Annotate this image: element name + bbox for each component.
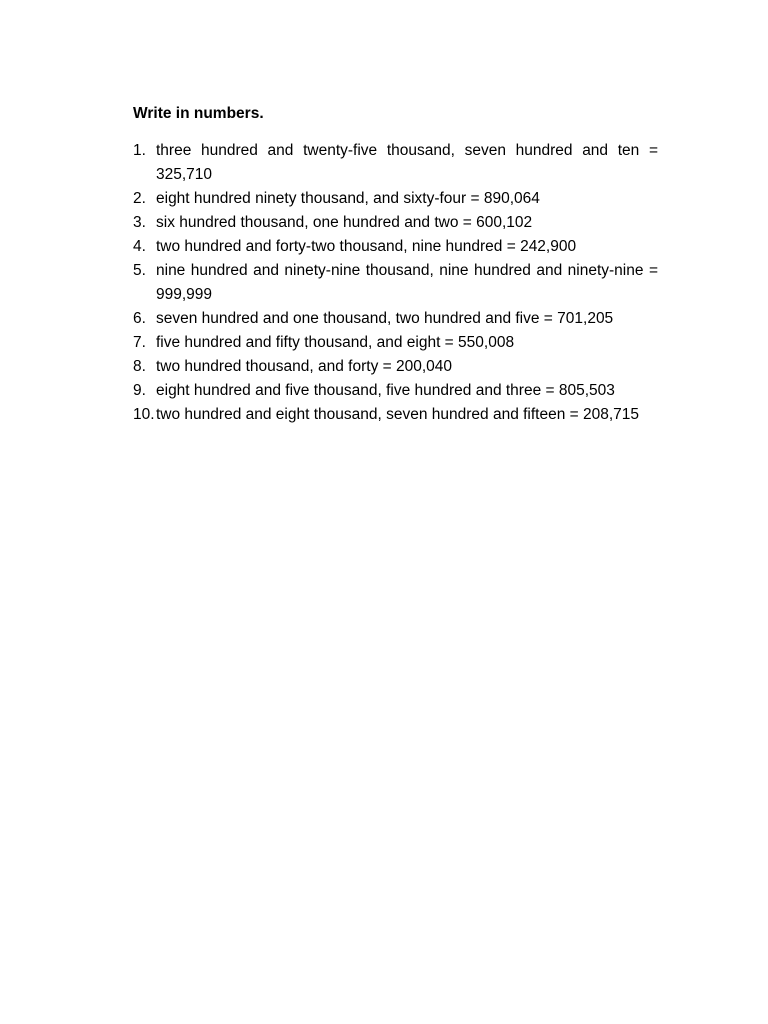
item-text: two hundred and forty-two thousand, nine hundred = 242,900: [156, 238, 577, 255]
list-item: [133, 235, 658, 259]
list-item: [133, 355, 658, 379]
item-text: three hundred and twenty-five thousand, seven hundred and ten = 325,710: [156, 142, 658, 183]
item-number: 7.: [133, 334, 146, 351]
list-item: [133, 331, 658, 355]
list-item: [133, 403, 658, 427]
document-content: [133, 104, 658, 427]
item-text: seven hundred and one thousand, two hundred and five = 701,205: [156, 310, 614, 327]
list-item: [133, 139, 658, 187]
list-item: [133, 187, 658, 211]
list-item: [133, 379, 658, 403]
item-number: 6.: [133, 310, 146, 327]
item-text: five hundred and fifty thousand, and eight = 550,008: [156, 334, 515, 351]
item-text: nine hundred and ninety-nine thousand, nine hundred and ninety-nine = 999,999: [156, 262, 658, 303]
item-number: 2.: [133, 190, 146, 207]
item-number: 5.: [133, 262, 146, 279]
item-text: eight hundred and five thousand, five hundred and three = 805,503: [156, 382, 615, 399]
item-text: two hundred and eight thousand, seven hundred and fifteen = 208,715: [156, 406, 640, 423]
item-number: 3.: [133, 214, 146, 231]
item-number: 1.: [133, 142, 146, 159]
item-number: 9.: [133, 382, 146, 399]
item-text: eight hundred ninety thousand, and sixty-four = 890,064: [156, 190, 540, 207]
list-item: [133, 259, 658, 307]
list-item: [133, 211, 658, 235]
exercise-list: [133, 139, 658, 427]
item-number: 10.: [133, 406, 155, 423]
list-item: [133, 307, 658, 331]
item-number: 8.: [133, 358, 146, 375]
item-text: two hundred thousand, and forty = 200,040: [156, 358, 453, 375]
page-title: Write in numbers.: [133, 105, 264, 122]
item-text: six hundred thousand, one hundred and two = 600,102: [156, 214, 533, 231]
item-number: 4.: [133, 238, 146, 255]
